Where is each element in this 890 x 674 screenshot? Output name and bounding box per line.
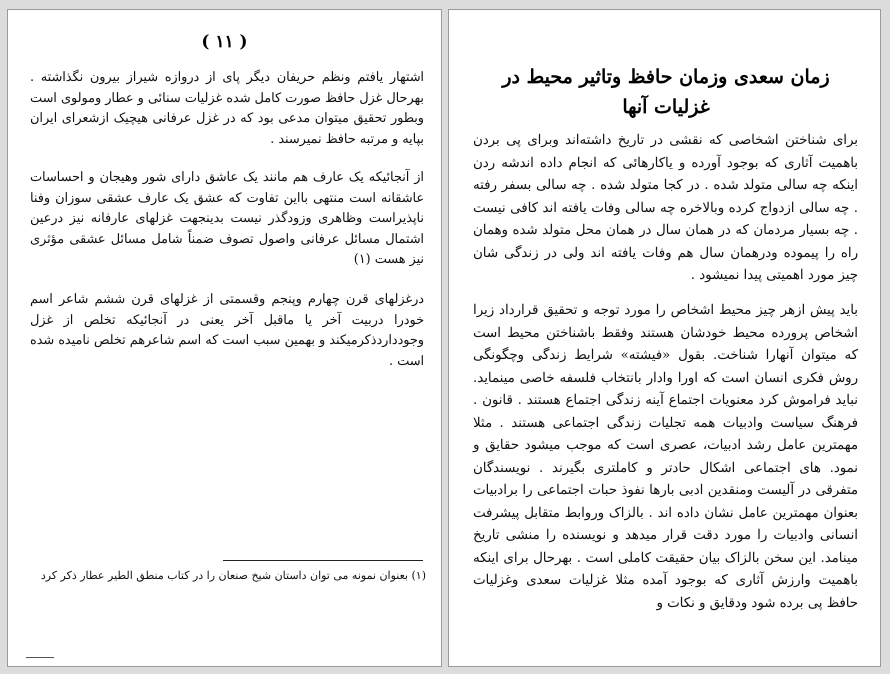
article-title: زمان سعدی وزمان حافظ وتاثیر محیط در غزلیات آنها [502,66,830,118]
footnote: (١) بعنوان نمونه می توان داستان شیخ صنعان را در کتاب منطق الطیر عطار ذکر کرد [40,569,426,582]
footnote-divider [223,560,423,561]
paragraph: درغزلهای قرن چهارم وپنجم وقسمتی از غزلهای قرن ششم شاعر اسم خودرا دربیت آخر یا ماقبل آخر یعنی در آنجائیکه تخلص از غزل وجودداردذکرمیکند و بهمین سبب است که اسم شاعرهم تخلص نامیده شده است . [30,292,424,369]
paragraph: باید پیش ازهر چیز محیط اشخاص را مورد توجه و تحقیق قرارداد زیرا اشخاص پرورده محیط خودشان هستند وفقط باشناختن محیط است که میتوان آنهارا شناخت. بقول «فیشته» شرایط زندگی وچگونگی روش فکری انسان است که اورا وادار بانتخاب فلسفه خاصی مینماید. نباید فراموش کرد معنویات اجتماع آینه زندگی اجتماع هستند . قانون . فرهنگ سیاست وادبیات همه تجلیات زندگی اجتماعی هستند . مثلا مهمترین عامل رشد ادبیات، عصری است که موجب میشود حقایق و نمود. های اجتماعی اشکال حادتر و کاملتری بگیرند . نویسندگان متفرقی در آلیست ومنقدین ادبی بارها نفوذ حبات اجتماعی را برادبیات بعنوان مهمترین عامل نشان داده اند . بالزاک وروابط متقابل پیشرفت انسانی وادبیات را مورد دقت قرار میدهد و نویسنده را منشی تاریخ مینامد. این سخن بالزاک بیان حقیقت کاملی است . بهرحال برای اینکه باهمیت وارزش آثاری که بوجود آمده مثلا غزلیات سعدی وغزلیات حافظ پی برده شود ودقایق و نکات و [473,303,858,611]
left-page [7,9,442,667]
right-page [448,9,881,667]
paragraph: برای شناختن اشخاصی که نقشی در تاریخ داشته‌اند وبرای پی بردن باهمیت آثاری که بوجود آورده و یاکارهائی که انجام داده اندشه ردن اینکه چه سالی متولد شده . در کجا متولد شده . چه سالی بسفر رفته . چه سالی ازدواج کرده وبالاخره چه سالی وفات یافته اند کافی نیست . چه بسیار مردمان که در همان سال در همان محل متولد شده وهمان راه را پیموده ودرهمان سال هم وفات یافته اند ولی در زندگی شان چیز مورد اهمیتی پیدا نمیشود . [473,133,858,283]
paragraph: از آنجائیکه یک عارف هم مانند یک عاشق دارای شور وهیجان و احساسات عاشقانه است منتهی بااین تفاوت که عشق یک عارف عشقی سوزان وفنا ناپذیراست وظاهری وزودگذر نیست بدینجهت غزلهای عارفانه نیز درعین اشتمال مسائل عرفانی واصول تصوف ضمناً شامل مسائل عشقی مؤثری نیز هست (١) [30,170,424,267]
page-number: ( ١١ ) [201,32,248,52]
paragraph: اشتهار یافتم ونظم حریفان دیگر پای از دروازه شیراز بیرون نگذاشته . بهرحال غزل حافظ صورت کامل شده غزلیات سنائی و عطار ومولوی است وبطور تحقیق میتوان مدعی بود که در غزل عرفانی هیچیک ازشعرای ایران بپایه و مرتبه حافظ نمیرسند . [30,70,424,147]
corner-rule [26,657,54,658]
